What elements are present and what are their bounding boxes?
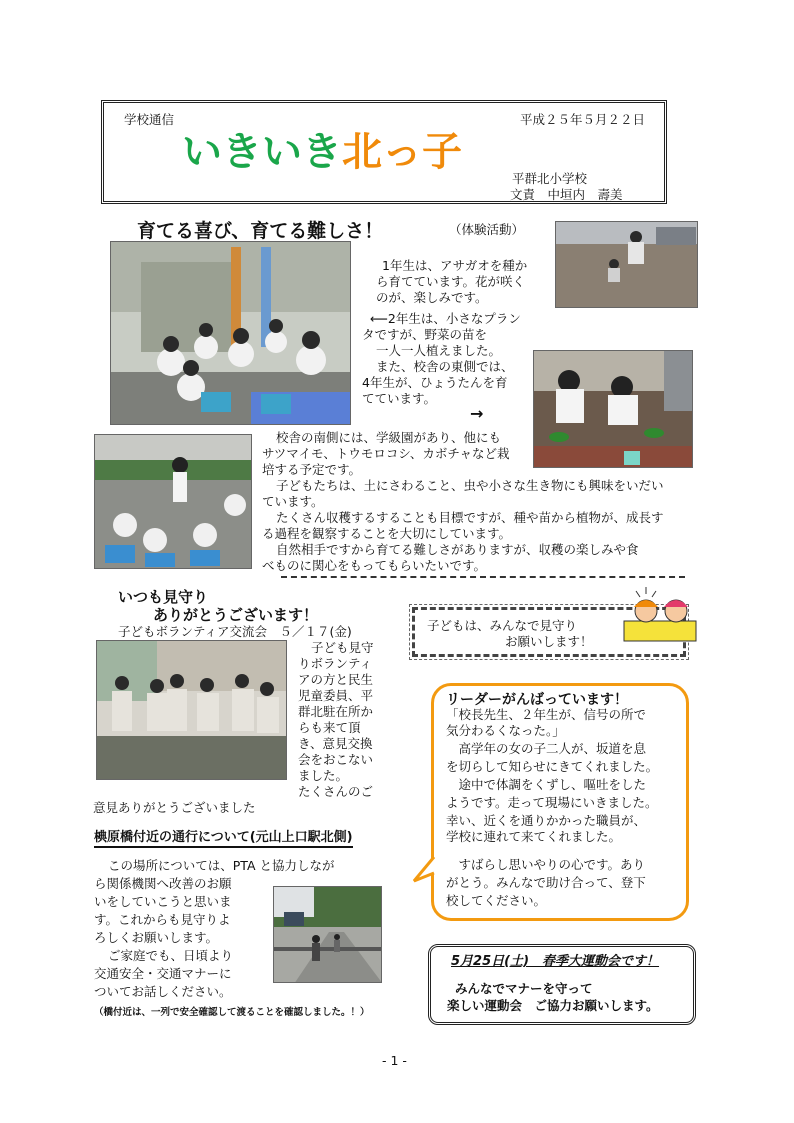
article2-subtitle: 子どもボランティア交流会 ５／１７(金) [118, 624, 352, 639]
text-line: たくさんのご [298, 784, 374, 799]
photo-children-planting [533, 350, 693, 468]
text-line: 意見ありがとうございました [93, 800, 256, 815]
text-line: ら育てています。花が咲く [376, 274, 526, 289]
text-line: いをしていこうと思いま [94, 894, 232, 909]
text-line: 4年生が、ひょうたんを育 [362, 375, 508, 390]
arrow-right-icon: → [470, 404, 484, 423]
photo-bridge [273, 886, 382, 983]
article1-tag: （体験活動） [449, 222, 525, 237]
sports-day-line1: みんなでマナーを守って [455, 981, 593, 996]
text-line: 群北駐在所か [298, 704, 374, 719]
photo-volunteer-meeting [96, 640, 287, 780]
bridge-heading: 椣原橋付近の通行について(元山上口駅北側) [94, 826, 353, 848]
text-line: タですが、野菜の苗を [362, 327, 488, 342]
text-line: ました。 [298, 768, 349, 783]
text-line: ご家庭でも、日頃より [108, 948, 234, 963]
text-line: 子どもたちは、土にさわること、虫や小さな生き物にも興味をいだい [276, 478, 664, 493]
sports-day-line2: 楽しい運動会 ご協力お願いします。 [447, 998, 659, 1013]
text-line: ら関係機関へ改善のお願 [94, 876, 232, 891]
text-line: すばらし思いやりの心です。あり [446, 857, 646, 872]
newsletter-title [182, 127, 462, 177]
newsletter-header [101, 100, 667, 204]
text-line: す。これからも見守りよ [94, 912, 231, 927]
text-line: 気分わるくなった。」 [446, 723, 565, 738]
text-line: を切らして知らせにきてくれました。 [446, 759, 659, 774]
notice-line2: お願いします！ [505, 634, 593, 649]
text-line: 学校に連れて来てくれました。 [446, 829, 622, 844]
speech-bubble-tail [412, 855, 438, 885]
text-line: たくさん収穫するすることも目標ですが、種や苗から植物が、成長す [276, 510, 664, 525]
text-line: 高学年の女の子二人が、坂道を息 [446, 741, 647, 756]
children-cartoon-icon [622, 585, 700, 645]
article2-heading1: いつも見守り [118, 588, 209, 606]
text-line: また、校舎の東側では、 [376, 359, 514, 374]
photo-first-graders [110, 241, 351, 425]
text-line: 子ども見守 [311, 640, 374, 655]
text-line: 「校長先生、２年生が、信号の所で [446, 707, 647, 722]
text-line: 培する予定です。 [262, 462, 362, 477]
text-line: 交通安全・交通マナーに [94, 966, 232, 981]
text-line: き、意見交換 [298, 736, 373, 751]
notice-line1: 子どもは、みんなで見守り [427, 618, 578, 633]
text-line: ついてお話しください。 [94, 984, 232, 999]
text-line: サツマイモ、トウモロコシ、カボチャなど栽 [262, 446, 510, 461]
school-name: 平群北小学校 [512, 171, 588, 186]
text-line: ようです。走って現場にいきました。 [446, 795, 658, 810]
text-line: べものに関心をもってもらいたいです。 [262, 558, 487, 573]
author: 文責 中垣内 壽美 [510, 187, 623, 202]
text-line: アの方と民生 [298, 672, 374, 687]
text-line: りボランティ [298, 656, 373, 671]
text-line: 自然相手ですから育てる難しさがありますが、収穫の楽しみや食 [276, 542, 639, 557]
text-line: 幸い、近くを通りかかった職員が、 [446, 813, 647, 828]
issue-date: 平成２５年５月２２日 [520, 112, 646, 127]
photo-planting-east [555, 221, 698, 308]
text-line: る過程を観察することを大切にしています。 [262, 526, 512, 541]
text-line: 会をおこない [298, 752, 374, 767]
leader-heading: リーダーがんばっています！ [446, 692, 628, 708]
page-number: - 1 - [382, 1053, 407, 1068]
text-line: のが、楽しみです。 [376, 290, 488, 305]
text-line: 校舎の南側には、学級園があり、他にも [276, 430, 502, 445]
photo-school-garden [94, 434, 252, 569]
text-line: 児童委員、平 [298, 688, 374, 703]
text-line: てています。 [362, 391, 437, 406]
sports-day-heading: 5月25日(土) 春季大運動会です！ [451, 954, 660, 969]
section-divider [281, 576, 685, 578]
article2-heading2: ありがとうございます！ [153, 606, 319, 624]
text-line: この場所については、PTA と協力しなが [108, 858, 335, 873]
text-line: がとう。みんなで助け合って、登下 [446, 875, 646, 890]
text-line: 1年生は、アサガオを種か [382, 258, 528, 273]
text-line: ています。 [262, 494, 324, 509]
text-line: 校してください。 [446, 893, 547, 908]
text-line: らも来て頂 [298, 720, 361, 735]
title-part2: 北っ子 [342, 129, 462, 175]
newsletter-label: 学校通信 [124, 112, 175, 127]
bridge-note: （橋付近は、一列で安全確認して渡ることを確認しました。！） [94, 1007, 370, 1018]
text-line: 一人一人植えました。 [376, 343, 502, 358]
article1-heading: 育てる喜び、育てる難しさ！ [137, 220, 384, 242]
title-part1: いきいき [182, 129, 342, 175]
sports-day-box [428, 944, 696, 1025]
text-line: ろしくお願いします。 [94, 930, 219, 945]
text-line: ⟵2年生は、小さなプラン [370, 311, 521, 326]
text-line: 途中で体調をくずし、嘔吐をした [446, 777, 647, 792]
